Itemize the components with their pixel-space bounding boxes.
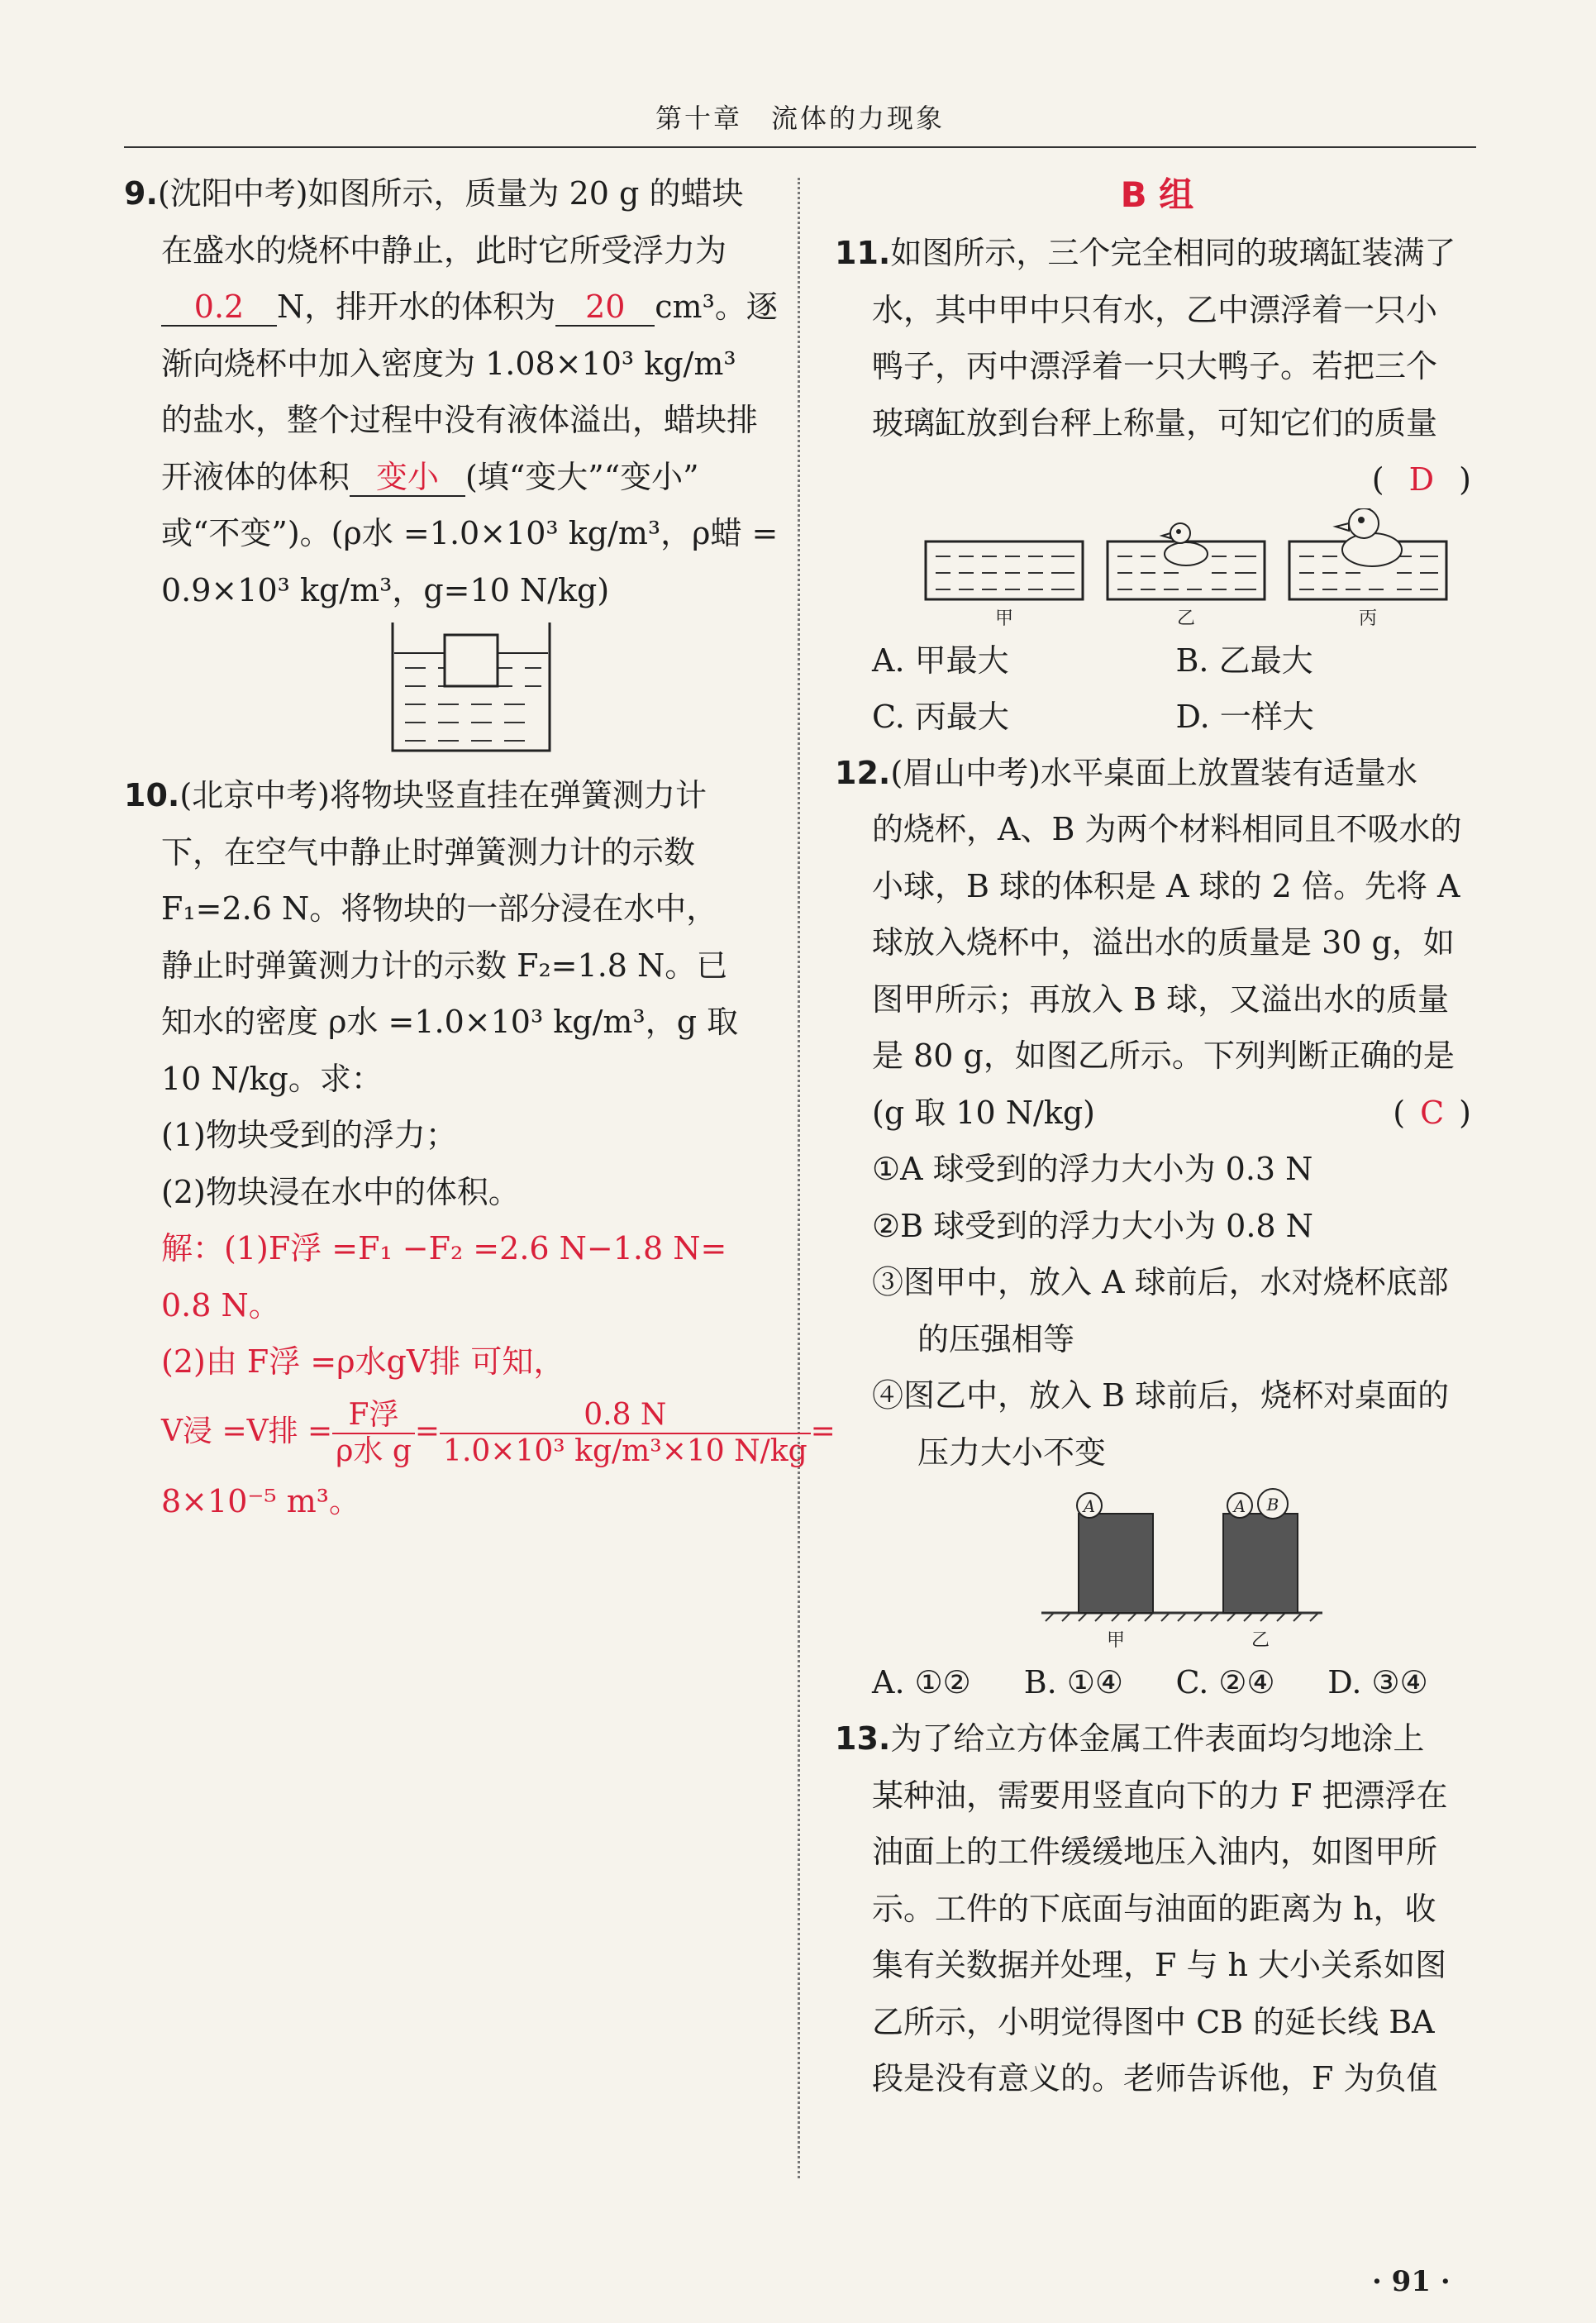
beaker-label-yi: 乙 xyxy=(1251,1630,1270,1651)
q12-line-3: 小球，B 球的体积是 A 球的 2 倍。先将 A xyxy=(872,867,1460,904)
q12-statement-1: ①A 球受到的浮力大小为 0.3 N xyxy=(872,1151,1313,1187)
q13-line-3: 油面上的工件缓缓地压入油内，如图甲所 xyxy=(872,1834,1438,1870)
q11-line-1: 如图所示，三个完全相同的玻璃缸装满了 xyxy=(890,235,1456,271)
q10-fraction-2-denominator: 1.0×10³ kg/m³×10 N/kg xyxy=(443,1433,808,1468)
q12-option-a: A. ①② xyxy=(872,1664,971,1701)
q12-option-c: C. ②④ xyxy=(1175,1664,1275,1701)
q10-line-5: 知水的密度 ρ水 =1.0×10³ kg/m³，g 取 xyxy=(161,1004,739,1040)
q9-answer-blank-3: 变小 xyxy=(350,459,465,497)
q9-line-8: 0.9×10³ kg/m³，g=10 N/kg) xyxy=(161,571,610,608)
q11-line-4: 玻璃缸放到台秤上称量，可知它们的质量 xyxy=(872,404,1438,441)
q11-figure xyxy=(835,508,1479,632)
q10-v-equation: V浸 =V排 = xyxy=(161,1414,333,1448)
q10-number: 10. xyxy=(124,777,180,813)
q12-statement-3a: ③图甲中，放入 A 球前后，水对烧杯底部 xyxy=(872,1264,1449,1300)
q12-line-1: (眉山中考)水平桌面上放置装有适量水 xyxy=(890,754,1417,791)
q9-line-7: 或“不变”)。(ρ水 =1.0×10³ kg/m³，ρ蜡 = xyxy=(161,515,779,551)
q11-option-d: D. 一样大 xyxy=(1175,698,1314,735)
q12-line-6: 是 80 g，如图乙所示。下列判断正确的是 xyxy=(872,1037,1455,1074)
q11-line-3: 鸭子，丙中漂浮着一只大鸭子。若把三个 xyxy=(872,348,1438,384)
q13-line-1: 为了给立方体金属工件表面均匀地涂上 xyxy=(890,1720,1425,1757)
small-duck-icon xyxy=(1162,523,1208,565)
tank-jia xyxy=(926,541,1083,599)
question-13 xyxy=(835,1710,1479,2107)
q10-fraction-2-numerator: 0.8 N xyxy=(440,1398,811,1434)
q9-line-3b: cm³。逐 xyxy=(655,289,778,325)
q10-fraction-2 xyxy=(440,1398,811,1469)
q10-solution-3: (2)由 F浮 =ρ水gV排 可知， xyxy=(161,1343,565,1380)
q10-solution-5: 8×10⁻⁵ m³。 xyxy=(161,1482,361,1519)
q12-paren-open: ( xyxy=(1393,1094,1406,1131)
header-rule xyxy=(124,146,1476,148)
q13-number: 13. xyxy=(835,1720,891,1757)
q12-statement-4b: 压力大小不变 xyxy=(917,1433,1107,1471)
q10-solution-2: 0.8 N。 xyxy=(161,1286,280,1324)
q10-line-2: 下，在空气中静止时弹簧测力计的示数 xyxy=(161,833,696,871)
q13-line-6: 乙所示，小明觉得图中 CB 的延长线 BA xyxy=(872,2003,1435,2040)
right-column xyxy=(835,165,1479,2107)
q11-option-a: A. 甲最大 xyxy=(872,642,1009,679)
q12-paren-close: ) xyxy=(1459,1094,1471,1131)
q9-answer-blank-2: 20 xyxy=(555,289,655,327)
q9-line-1: (沈阳中考)如图所示，质量为 20 g 的蜡块 xyxy=(157,175,744,212)
group-b-title: B 组 xyxy=(1120,174,1194,215)
q10-line-6: 10 N/kg。求： xyxy=(161,1060,383,1097)
beaker-yi xyxy=(1223,1514,1298,1613)
q12-answer-paren xyxy=(1393,1085,1471,1142)
q12-statement-3b: 的压强相等 xyxy=(917,1320,1075,1357)
q10-fraction-1-denominator: ρ水 g xyxy=(336,1433,412,1468)
three-tanks-diagram xyxy=(835,508,1479,632)
big-duck-icon xyxy=(1336,508,1402,566)
q12-figure xyxy=(835,1481,1479,1654)
q12-number: 12. xyxy=(835,754,891,791)
q9-line-5: 的盐水，整个过程中没有液体溢出，蜡块排 xyxy=(161,402,759,438)
q10-fraction-1-numerator: F浮 xyxy=(332,1398,415,1434)
ball-a-jia-label: A xyxy=(1083,1496,1096,1516)
q12-option-d: D. ③④ xyxy=(1327,1664,1428,1701)
left-column xyxy=(124,165,836,1529)
q11-number: 11. xyxy=(835,235,891,271)
q12-line-7 xyxy=(835,1085,1479,1142)
tank-label-jia: 甲 xyxy=(994,608,1014,629)
q9-line-4: 渐向烧杯中加入密度为 1.08×10³ kg/m³ xyxy=(161,345,736,382)
q11-options-row-1 xyxy=(835,632,1479,689)
question-11 xyxy=(835,225,1479,745)
q11-paren-close: ) xyxy=(1459,461,1471,498)
q11-answer-line xyxy=(835,451,1479,508)
beaker-jia xyxy=(1079,1514,1153,1613)
q10-equals-1: = xyxy=(414,1414,441,1448)
q12-line-4: 球放入烧杯中，溢出水的质量是 30 g，如 xyxy=(872,924,1455,961)
q12-statement-2: ②B 球受到的浮力大小为 0.8 N xyxy=(872,1207,1313,1244)
q13-line-4: 示。工件的下底面与油面的距离为 h，收 xyxy=(872,1890,1436,1927)
q9-number: 9. xyxy=(124,175,158,212)
ball-a-yi-label: A xyxy=(1233,1496,1246,1516)
q11-paren-open: ( xyxy=(1371,461,1384,498)
q11-options-row-2 xyxy=(835,689,1479,745)
q12-options xyxy=(835,1654,1479,1710)
q11-option-b: B. 乙最大 xyxy=(1175,642,1313,679)
q9-line-3a: N，排开水的体积为 xyxy=(277,289,556,325)
question-10 xyxy=(124,767,836,1529)
q12-line-5: 图甲所示；再放入 B 球，又溢出水的质量 xyxy=(872,980,1450,1018)
q10-line-7: (1)物块受到的浮力； xyxy=(161,1117,457,1153)
question-9 xyxy=(124,165,777,767)
q9-figure xyxy=(124,618,777,767)
q12-answer: C xyxy=(1420,1094,1445,1131)
column-divider xyxy=(798,178,800,2178)
q11-answer: D xyxy=(1408,461,1435,498)
q12-line-2: 的烧杯，A、B 为两个材料相同且不吸水的 xyxy=(872,811,1462,847)
ball-b-yi-label: B xyxy=(1266,1495,1279,1514)
q11-option-c: C. 丙最大 xyxy=(872,698,1009,735)
q9-line-2: 在盛水的烧杯中静止，此时它所受浮力为 xyxy=(161,231,727,269)
q12-line-7-text: (g 取 10 N/kg) xyxy=(872,1094,1095,1131)
tank-label-yi: 乙 xyxy=(1176,608,1196,629)
q10-fraction-1 xyxy=(332,1398,415,1469)
q12-statement-4a: ④图乙中，放入 B 球前后，烧杯对桌面的 xyxy=(872,1377,1450,1414)
q10-line-1: (北京中考)将物块竖直挂在弹簧测力计 xyxy=(179,777,707,813)
q9-line-6a: 开液体的体积 xyxy=(161,458,350,495)
q13-line-7: 段是没有意义的。老师告诉他，F 为负值 xyxy=(872,2060,1438,2096)
page-number: · 91 · xyxy=(1372,2265,1451,2298)
q10-line-4: 静止时弹簧测力计的示数 F₂=1.8 N。已 xyxy=(161,947,728,984)
q10-solution-4 xyxy=(124,1390,836,1473)
q9-line-6b: (填“变大”“变小” xyxy=(465,458,699,495)
q9-answer-blank-1: 0.2 xyxy=(161,289,277,327)
tank-label-bing: 丙 xyxy=(1358,608,1378,629)
question-12 xyxy=(835,745,1479,1711)
q13-line-5: 集有关数据并处理，F 与 h 大小关系如图 xyxy=(872,1947,1447,1983)
beaker-with-wax-block-diagram xyxy=(388,618,554,759)
chapter-header: 第十章 流体的力现象 xyxy=(655,103,945,134)
beaker-label-jia: 甲 xyxy=(1106,1630,1126,1651)
q13-line-2: 某种油，需要用竖直向下的力 F 把漂浮在 xyxy=(872,1777,1448,1814)
q11-line-2: 水，其中甲中只有水，乙中漂浮着一只小 xyxy=(872,291,1438,328)
q10-line-8: (2)物块浸在水中的体积。 xyxy=(161,1173,520,1210)
q10-line-3: F₁=2.6 N。将物块的一部分浸在水中， xyxy=(161,890,718,927)
q10-equals-2: = xyxy=(810,1414,836,1448)
q10-solution-1: 解：(1)F浮 =F₁ −F₂ =2.6 N−1.8 N= xyxy=(161,1230,727,1266)
beakers-with-balls-diagram xyxy=(835,1481,1479,1654)
q12-option-b: B. ①④ xyxy=(1023,1664,1123,1701)
